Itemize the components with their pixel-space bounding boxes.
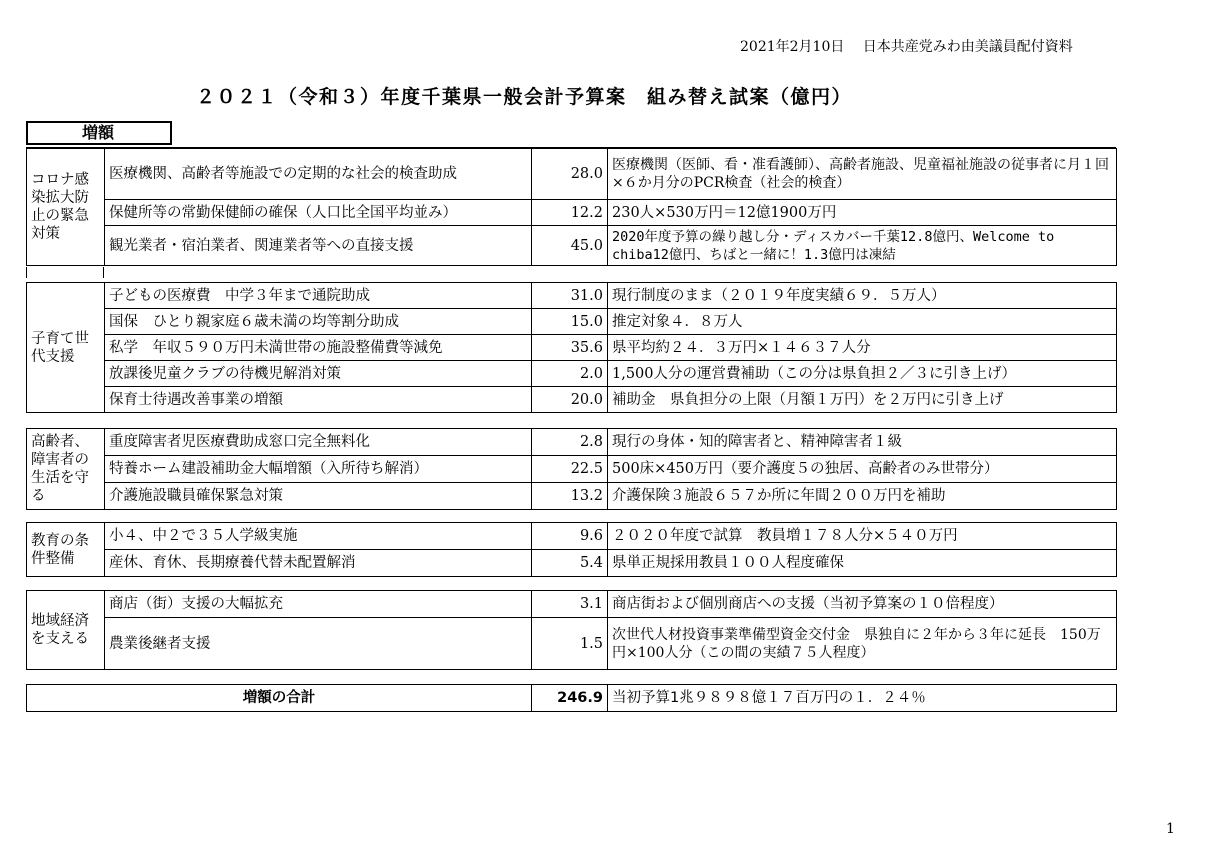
note-text: 推定対象４．８万人 xyxy=(608,309,1117,335)
item-label: 保育士待遇改善事業の増額 xyxy=(105,387,532,413)
table-row xyxy=(27,387,1117,413)
item-label: 産休、育休、長期療養代替未配置解消 xyxy=(105,550,532,577)
item-label: 農業後継者支援 xyxy=(105,618,532,670)
section-label-increase: 増額 xyxy=(26,121,172,145)
note-text: 県平均約２４．３万円×１４６３７人分 xyxy=(608,335,1117,361)
amount-value: 9.6 xyxy=(532,523,608,550)
note-text: 介護保険３施設６５７か所に年間２００万円を補助 xyxy=(608,483,1117,510)
amount-value: 3.1 xyxy=(532,591,608,618)
item-label: 特養ホーム建設補助金大幅増額（入所待ち解消） xyxy=(105,456,532,483)
amount-value: 2.8 xyxy=(532,429,608,456)
category-label: 高齢者、障害者の生活を守る xyxy=(27,429,105,510)
note-text: 2020年度予算の繰り越し分・ディスカバー千葉12.8億円、Welcome to chiba12億円、ちばと一緒に！1.3億円は凍結 xyxy=(608,226,1117,266)
note-text: 500床×450万円（要介護度５の独居、高齢者のみ世帯分） xyxy=(608,456,1117,483)
item-label: 放課後児童クラブの待機児解消対策 xyxy=(105,361,532,387)
table-row xyxy=(27,226,1117,266)
amount-value: 28.0 xyxy=(532,149,608,200)
category-label: 子育て世代支援 xyxy=(27,283,105,413)
category-label: 地域経済を支える xyxy=(27,591,105,670)
amount-value: 1.5 xyxy=(532,618,608,670)
item-label: 小４、中２で３５人学級実施 xyxy=(105,523,532,550)
table-row xyxy=(27,685,1117,712)
table-row xyxy=(27,149,1117,200)
table-row xyxy=(27,283,1117,309)
table-row xyxy=(27,361,1117,387)
budget-total xyxy=(26,684,1117,712)
note-text: ２０２０年度で試算 教員増１７８人分×５４０万円 xyxy=(608,523,1117,550)
page-number: 1 xyxy=(1166,821,1175,837)
budget-group-elderly xyxy=(26,428,1117,510)
item-label: 重度障害者児医療費助成窓口完全無料化 xyxy=(105,429,532,456)
table-row xyxy=(27,309,1117,335)
amount-value: 12.2 xyxy=(532,200,608,226)
item-label: 介護施設職員確保緊急対策 xyxy=(105,483,532,510)
budget-group-local-economy xyxy=(26,590,1117,670)
total-amount: 246.9 xyxy=(532,685,608,712)
item-label: 医療機関、高齢者等施設での定期的な社会的検査助成 xyxy=(105,149,532,200)
table-row xyxy=(27,335,1117,361)
table-row xyxy=(27,483,1117,510)
table-row xyxy=(27,200,1117,226)
total-note: 当初予算1兆９８９８億１７百万円の１．２４％ xyxy=(608,685,1117,712)
table-row xyxy=(27,429,1117,456)
note-text: 次世代人材投資事業準備型資金交付金 県独自に２年から３年に延長 150万円×100人分（この間の実績７５人程度） xyxy=(608,618,1117,670)
item-label: 子どもの医療費 中学３年まで通院助成 xyxy=(105,283,532,309)
amount-value: 22.5 xyxy=(532,456,608,483)
item-label: 観光業者・宿泊業者、関連業者等への直接支援 xyxy=(105,226,532,266)
table-row xyxy=(27,618,1117,670)
note-text: 230人×530万円＝12億1900万円 xyxy=(608,200,1117,226)
divider xyxy=(26,267,104,278)
amount-value: 45.0 xyxy=(532,226,608,266)
note-text: 商店街および個別商店への支援（当初予算案の１０倍程度） xyxy=(608,591,1117,618)
budget-group-childcare xyxy=(26,282,1117,413)
category-label: コロナ感染拡大防止の緊急対策 xyxy=(27,149,105,266)
amount-value: 2.0 xyxy=(532,361,608,387)
budget-group-corona xyxy=(26,148,1117,266)
item-label: 保健所等の常勤保健師の確保（人口比全国平均並み） xyxy=(105,200,532,226)
amount-value: 5.4 xyxy=(532,550,608,577)
date-line: 2021年2月10日 日本共産党みわ由美議員配付資料 xyxy=(740,39,1073,55)
note-text: 補助金 県負担分の上限（月額１万円）を２万円に引き上げ xyxy=(608,387,1117,413)
amount-value: 20.0 xyxy=(532,387,608,413)
table-row xyxy=(27,456,1117,483)
amount-value: 15.0 xyxy=(532,309,608,335)
amount-value: 31.0 xyxy=(532,283,608,309)
table-row xyxy=(27,550,1117,577)
note-text: 1,500人分の運営費補助（この分は県負担２／３に引き上げ） xyxy=(608,361,1117,387)
amount-value: 35.6 xyxy=(532,335,608,361)
table-row xyxy=(27,523,1117,550)
budget-group-education xyxy=(26,522,1117,577)
note-text: 医療機関（医師、看・准看護師）、高齢者施設、児童福祉施設の従事者に月１回×６か月分のPCR検査（社会的検査） xyxy=(608,149,1117,200)
amount-value: 13.2 xyxy=(532,483,608,510)
item-label: 商店（街）支援の大幅拡充 xyxy=(105,591,532,618)
table-row xyxy=(27,591,1117,618)
category-label: 教育の条件整備 xyxy=(27,523,105,577)
total-label: 増額の合計 xyxy=(27,685,532,712)
note-text: 現行制度のまま（２０１９年度実績６９．５万人） xyxy=(608,283,1117,309)
item-label: 私学 年収５９０万円未満世帯の施設整備費等減免 xyxy=(105,335,532,361)
note-text: 県単正規採用教員１００人程度確保 xyxy=(608,550,1117,577)
item-label: 国保 ひとり親家庭６歳未満の均等割分助成 xyxy=(105,309,532,335)
note-text: 現行の身体・知的障害者と、精神障害者１級 xyxy=(608,429,1117,456)
page-title: ２０２１（令和３）年度千葉県一般会計予算案 組み替え試案（億円） xyxy=(196,86,853,108)
